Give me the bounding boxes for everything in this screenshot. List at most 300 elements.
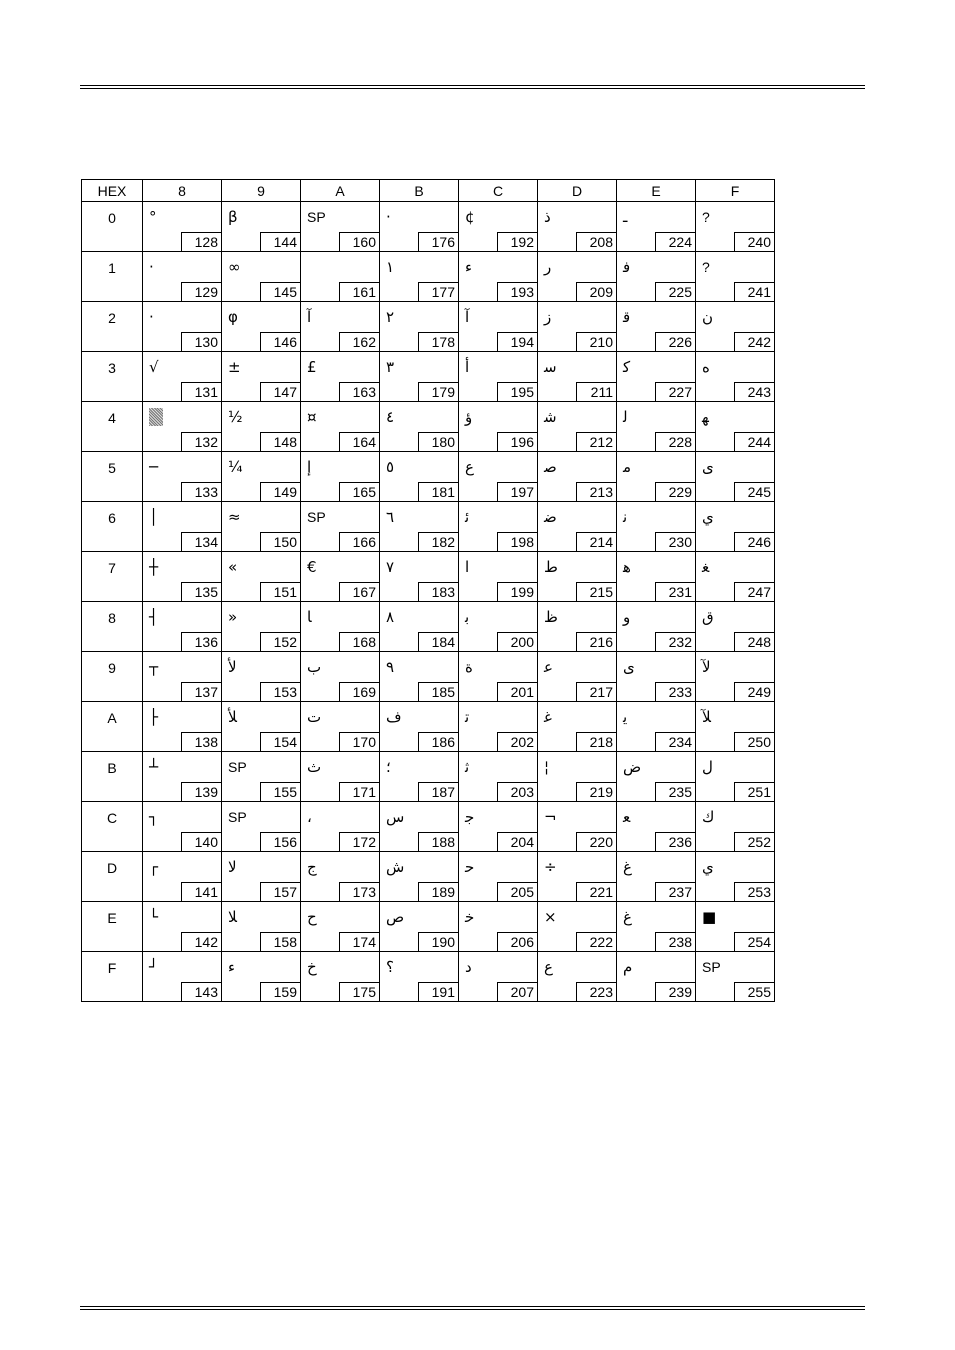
glyph: ¼ (228, 458, 243, 476)
decimal-code: 156 (260, 832, 300, 851)
glyph: ، (307, 808, 312, 826)
code-cell (301, 852, 380, 902)
glyph: ﺷ (544, 408, 557, 426)
hex-corner-header: HEX (82, 180, 143, 202)
glyph: « (228, 558, 238, 576)
glyph: إ (307, 458, 312, 476)
glyph: ﻸ (228, 708, 237, 726)
glyph: ∞ (228, 258, 241, 276)
glyph: ¬ (544, 808, 557, 826)
decimal-code: 165 (339, 482, 379, 501)
code-cell (143, 852, 222, 902)
table-row (82, 652, 775, 702)
code-cell (696, 352, 775, 402)
row-hex-label: E (107, 910, 117, 926)
glyph: ٢ (386, 308, 395, 326)
table-row (82, 402, 775, 452)
decimal-code: 190 (418, 932, 458, 951)
glyph: ﻟ (623, 408, 628, 426)
decimal-code: 255 (734, 982, 774, 1001)
code-cell (222, 752, 301, 802)
decimal-code: 149 (260, 482, 300, 501)
code-cell (222, 652, 301, 702)
decimal-code: 173 (339, 882, 379, 901)
decimal-code: 200 (497, 632, 537, 651)
decimal-code: 138 (181, 732, 221, 751)
decimal-code: 240 (734, 232, 774, 251)
glyph: ﻓ (623, 258, 631, 276)
glyph: ﻫ (623, 558, 631, 576)
decimal-code: 218 (576, 732, 616, 751)
row-hex-cell (82, 602, 143, 652)
code-cell (617, 952, 696, 1002)
decimal-code: 237 (655, 882, 695, 901)
glyph: ء (228, 958, 236, 976)
row-hex-label: 2 (108, 310, 116, 326)
glyph: ج (307, 858, 317, 876)
code-cell (538, 702, 617, 752)
row-hex-label: 1 (108, 260, 116, 276)
code-cell (380, 552, 459, 602)
code-cell (617, 502, 696, 552)
code-cell (538, 252, 617, 302)
table-row (82, 552, 775, 602)
glyph: ┌ (149, 858, 159, 876)
decimal-code: 239 (655, 982, 695, 1001)
decimal-code: 249 (734, 682, 774, 701)
row-hex-cell (82, 302, 143, 352)
code-cell (459, 652, 538, 702)
decimal-code: 136 (181, 632, 221, 651)
decimal-code: 158 (260, 932, 300, 951)
column-header: D (538, 180, 617, 202)
code-cell (301, 902, 380, 952)
row-hex-cell (82, 252, 143, 302)
code-cell (617, 552, 696, 602)
glyph: ┬ (149, 658, 159, 676)
glyph: ┘ (149, 958, 159, 976)
code-cell (538, 652, 617, 702)
decimal-code: 228 (655, 432, 695, 451)
decimal-code: 163 (339, 382, 379, 401)
glyph: ر (544, 258, 552, 276)
code-cell (696, 902, 775, 952)
decimal-code: 160 (339, 232, 379, 251)
decimal-code: 162 (339, 332, 379, 351)
row-hex-label: 4 (108, 410, 116, 426)
decimal-code: 172 (339, 832, 379, 851)
decimal-code: 211 (576, 382, 616, 401)
code-cell (538, 402, 617, 452)
decimal-code: 189 (418, 882, 458, 901)
decimal-code: 205 (497, 882, 537, 901)
glyph: خ (307, 958, 317, 976)
code-cell (222, 352, 301, 402)
glyph: ط (544, 558, 558, 576)
code-cell (143, 452, 222, 502)
decimal-code: 144 (260, 232, 300, 251)
decimal-code: 134 (181, 532, 221, 551)
decimal-code: 213 (576, 482, 616, 501)
table-row (82, 252, 775, 302)
glyph: ﺿ (544, 508, 557, 526)
code-cell (222, 952, 301, 1002)
header-rule (80, 85, 865, 89)
column-header: 9 (222, 180, 301, 202)
code-cell (222, 702, 301, 752)
decimal-code: 178 (418, 332, 458, 351)
decimal-code: 248 (734, 632, 774, 651)
code-cell (696, 502, 775, 552)
decimal-code: 188 (418, 832, 458, 851)
glyph: ﻏ (544, 708, 552, 726)
glyph: ﻋ (544, 658, 553, 676)
code-cell (143, 302, 222, 352)
code-cell (459, 552, 538, 602)
code-cell (301, 252, 380, 302)
decimal-code: 234 (655, 732, 695, 751)
decimal-code: 208 (576, 232, 616, 251)
glyph: ¦ (544, 758, 550, 776)
decimal-code: 155 (260, 782, 300, 801)
row-hex-cell (82, 402, 143, 452)
code-cell (143, 352, 222, 402)
decimal-code: 174 (339, 932, 379, 951)
character-code-table (81, 179, 775, 1002)
glyph: φ (228, 308, 238, 326)
row-hex-cell (82, 802, 143, 852)
decimal-code: 150 (260, 532, 300, 551)
column-header: 8 (143, 180, 222, 202)
glyph: ذ (544, 208, 551, 226)
code-cell (696, 852, 775, 902)
decimal-code: 169 (339, 682, 379, 701)
code-cell (380, 752, 459, 802)
decimal-code: 135 (181, 582, 221, 601)
glyph: ﻣ (623, 458, 632, 476)
code-cell (538, 852, 617, 902)
code-cell (617, 702, 696, 752)
code-cell (222, 902, 301, 952)
decimal-code: 168 (339, 632, 379, 651)
glyph: آ (307, 308, 312, 326)
decimal-code: 216 (576, 632, 616, 651)
decimal-code: 193 (497, 282, 537, 301)
glyph: ﻻ (228, 858, 237, 876)
code-cell (459, 952, 538, 1002)
glyph: SP (307, 209, 326, 225)
decimal-code: 222 (576, 932, 616, 951)
decimal-code: 183 (418, 582, 458, 601)
code-cell (222, 452, 301, 502)
code-cell (459, 852, 538, 902)
row-hex-cell (82, 202, 143, 252)
decimal-code: 143 (181, 982, 221, 1001)
table-row (82, 452, 775, 502)
code-cell (617, 602, 696, 652)
glyph: ك (702, 808, 715, 826)
glyph: ء (465, 258, 473, 276)
code-cell (380, 652, 459, 702)
decimal-code: 198 (497, 532, 537, 551)
row-hex-cell (82, 952, 143, 1002)
code-cell (538, 552, 617, 602)
decimal-code: 182 (418, 532, 458, 551)
decimal-code: 233 (655, 682, 695, 701)
code-cell (538, 302, 617, 352)
code-cell (380, 402, 459, 452)
glyph: ﺻ (544, 458, 557, 476)
code-cell (538, 952, 617, 1002)
row-hex-cell (82, 652, 143, 702)
glyph: ? (702, 259, 710, 275)
glyph: ت (307, 708, 322, 726)
code-cell (696, 452, 775, 502)
decimal-code: 230 (655, 532, 695, 551)
decimal-code: 161 (339, 282, 379, 301)
table-row (82, 952, 775, 1002)
row-hex-label: C (106, 810, 118, 826)
table-row (82, 852, 775, 902)
decimal-code: 164 (339, 432, 379, 451)
decimal-code: 142 (181, 932, 221, 951)
glyph: ؤ (465, 408, 473, 426)
code-cell (143, 602, 222, 652)
decimal-code: 199 (497, 582, 537, 601)
glyph: ÷ (544, 858, 557, 876)
table-body (82, 202, 775, 1002)
code-cell (222, 552, 301, 602)
code-cell (222, 602, 301, 652)
decimal-code: 171 (339, 782, 379, 801)
decimal-code: 224 (655, 232, 695, 251)
decimal-code: 244 (734, 432, 774, 451)
code-cell (538, 202, 617, 252)
table-row (82, 352, 775, 402)
decimal-code: 141 (181, 882, 221, 901)
decimal-code: 170 (339, 732, 379, 751)
code-cell (617, 752, 696, 802)
code-cell (380, 252, 459, 302)
decimal-code: 241 (734, 282, 774, 301)
decimal-code: 229 (655, 482, 695, 501)
decimal-code: 220 (576, 832, 616, 851)
decimal-code: 245 (734, 482, 774, 501)
code-cell (301, 402, 380, 452)
decimal-code: 253 (734, 882, 774, 901)
decimal-code: 232 (655, 632, 695, 651)
decimal-code: 252 (734, 832, 774, 851)
code-cell (538, 352, 617, 402)
code-cell (301, 802, 380, 852)
table-header-row (82, 180, 775, 202)
decimal-code: 202 (497, 732, 537, 751)
code-cell (617, 352, 696, 402)
code-cell (696, 302, 775, 352)
glyph: ﺟ (465, 808, 475, 826)
row-hex-label: 9 (108, 660, 116, 676)
decimal-code: 201 (497, 682, 537, 701)
glyph: ﺳ (544, 358, 557, 376)
column-header: B (380, 180, 459, 202)
column-header: C (459, 180, 538, 202)
decimal-code: 180 (418, 432, 458, 451)
code-cell (538, 752, 617, 802)
code-cell (617, 302, 696, 352)
glyph: ﺧ (465, 908, 475, 926)
decimal-code: 243 (734, 382, 774, 401)
decimal-code: 186 (418, 732, 458, 751)
glyph: ع (544, 958, 553, 976)
glyph: ص (386, 908, 405, 926)
code-cell (380, 452, 459, 502)
code-cell (459, 502, 538, 552)
code-cell (459, 402, 538, 452)
glyph: غ (623, 858, 632, 876)
decimal-code: 131 (181, 382, 221, 401)
decimal-code: 148 (260, 432, 300, 451)
code-cell (617, 902, 696, 952)
row-hex-label: 8 (108, 610, 116, 626)
decimal-code: 219 (576, 782, 616, 801)
glyph: € (307, 558, 317, 576)
decimal-code: 146 (260, 332, 300, 351)
row-hex-label: B (107, 760, 117, 776)
decimal-code: 128 (181, 232, 221, 251)
glyph: ■ (702, 908, 717, 926)
decimal-code: 215 (576, 582, 616, 601)
decimal-code: 187 (418, 782, 458, 801)
glyph: ن (702, 308, 714, 326)
decimal-code: 166 (339, 532, 379, 551)
glyph: و (623, 608, 631, 626)
decimal-code: 209 (576, 282, 616, 301)
glyph: ﻗ (623, 308, 631, 326)
decimal-code: 250 (734, 732, 774, 751)
decimal-code: 139 (181, 782, 221, 801)
code-cell (617, 452, 696, 502)
glyph: د (465, 958, 472, 976)
glyph: ٧ (386, 558, 395, 576)
decimal-code: 196 (497, 432, 537, 451)
code-cell (696, 702, 775, 752)
decimal-code: 223 (576, 982, 616, 1001)
row-hex-label: A (107, 710, 117, 726)
decimal-code: 210 (576, 332, 616, 351)
code-cell (696, 952, 775, 1002)
code-cell (696, 602, 775, 652)
glyph: × (544, 908, 557, 926)
decimal-code: 197 (497, 482, 537, 501)
code-cell (143, 702, 222, 752)
row-hex-label: D (106, 860, 118, 876)
glyph: ي (702, 858, 714, 876)
decimal-code: 192 (497, 232, 537, 251)
code-cell (301, 752, 380, 802)
glyph: ق (702, 608, 714, 626)
glyph: ٩ (386, 658, 395, 676)
glyph: ز (544, 308, 552, 326)
code-cell (617, 852, 696, 902)
glyph: ﻵ (702, 658, 711, 676)
glyph: ﺑ (465, 608, 470, 626)
glyph: ل (702, 758, 713, 776)
glyph: SP (307, 509, 326, 525)
glyph: ٦ (386, 508, 395, 526)
glyph: ١ (386, 258, 395, 276)
glyph: س (386, 808, 405, 826)
glyph: ـ (623, 208, 628, 226)
glyph: ﺣ (465, 858, 475, 876)
code-cell (696, 552, 775, 602)
code-cell (696, 402, 775, 452)
column-header: A (301, 180, 380, 202)
code-cell (617, 402, 696, 452)
code-cell (143, 802, 222, 852)
code-cell (301, 702, 380, 752)
code-cell (459, 902, 538, 952)
glyph: آ (465, 308, 470, 326)
code-cell (617, 252, 696, 302)
code-cell (459, 802, 538, 852)
table-row (82, 202, 775, 252)
decimal-code: 235 (655, 782, 695, 801)
decimal-code: 129 (181, 282, 221, 301)
code-cell (143, 752, 222, 802)
code-cell (143, 252, 222, 302)
glyph: ½ (228, 408, 243, 426)
code-cell (222, 802, 301, 852)
glyph: ﺗ (465, 708, 470, 726)
code-cell (459, 352, 538, 402)
table-row (82, 752, 775, 802)
table-row (82, 702, 775, 752)
glyph: ظ (544, 608, 558, 626)
code-cell (617, 652, 696, 702)
footer-rule (80, 1306, 865, 1310)
decimal-code: 153 (260, 682, 300, 701)
decimal-code: 191 (418, 982, 458, 1001)
glyph: ٣ (386, 358, 395, 376)
row-hex-cell (82, 502, 143, 552)
decimal-code: 157 (260, 882, 300, 901)
decimal-code: 247 (734, 582, 774, 601)
row-hex-cell (82, 352, 143, 402)
glyph: ─ (149, 458, 159, 476)
glyph: √ (149, 358, 159, 376)
decimal-code: 221 (576, 882, 616, 901)
glyph: ف (386, 708, 402, 726)
code-cell (143, 402, 222, 452)
code-cell (459, 302, 538, 352)
glyph: أ (465, 358, 470, 376)
code-cell (222, 252, 301, 302)
code-cell (380, 302, 459, 352)
decimal-code: 214 (576, 532, 616, 551)
decimal-code: 147 (260, 382, 300, 401)
code-cell (380, 352, 459, 402)
code-cell (459, 252, 538, 302)
code-cell (380, 952, 459, 1002)
glyph: ± (228, 358, 241, 376)
glyph: │ (149, 508, 159, 526)
glyph: ح (307, 908, 317, 926)
glyph: ٥ (386, 458, 395, 476)
decimal-code: 194 (497, 332, 537, 351)
decimal-code: 212 (576, 432, 616, 451)
code-cell (143, 552, 222, 602)
row-hex-label: 3 (108, 360, 116, 376)
